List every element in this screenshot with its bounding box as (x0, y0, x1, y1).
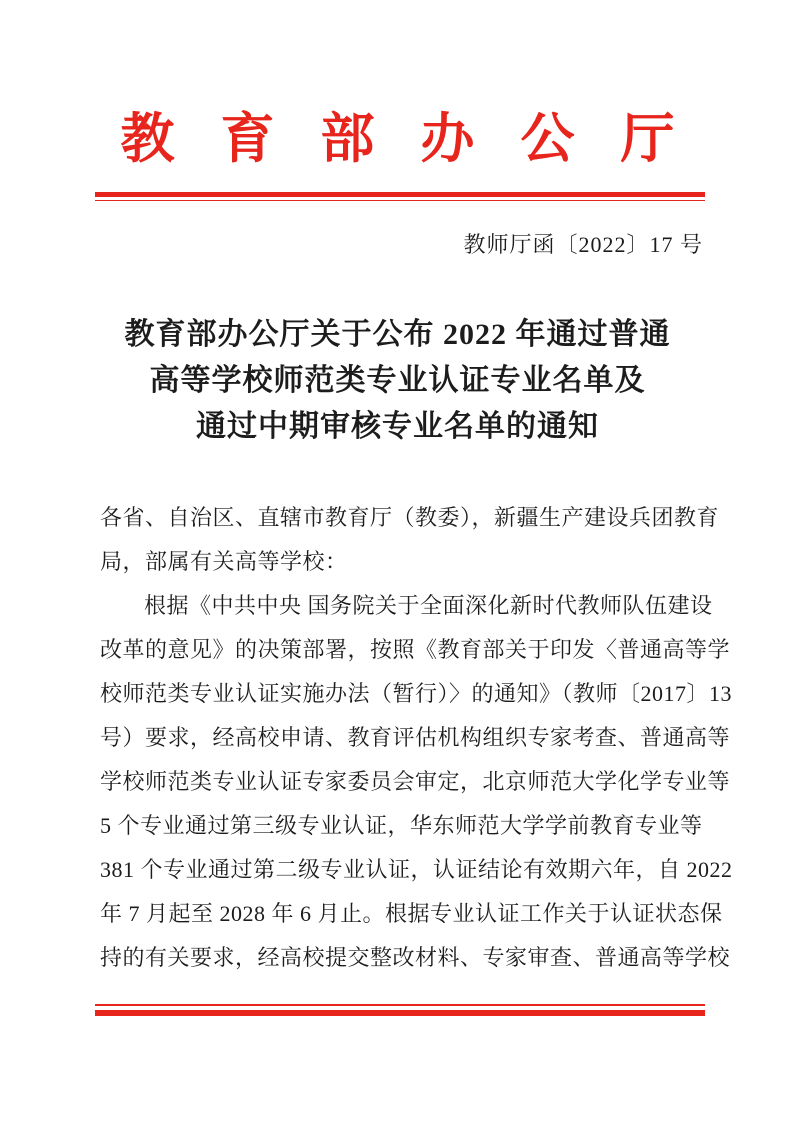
body-line: 校师范类专业认证实施办法（暂行）〉的通知》（教师〔2017〕13 (100, 681, 733, 706)
footer-rule-thin (95, 1004, 705, 1006)
body-line: 381 个专业通过第二级专业认证，认证结论有效期六年，自 2022 (100, 857, 733, 882)
body-line: 根据《中共中央 国务院关于全面深化新时代教师队伍建设 (144, 593, 713, 618)
header-rule (95, 192, 705, 201)
body-line: 改革的意见》的决策部署，按照《教育部关于印发〈普通高等学 (100, 637, 731, 662)
notice-title-line-2: 高等学校师范类专业认证专业名单及 (149, 364, 646, 397)
notice-title (0, 312, 795, 450)
footer-rule-thick (95, 1010, 705, 1016)
body-line: 5 个专业通过第三级专业认证，华东师范大学学前教育专业等 (100, 813, 703, 838)
document-number: 教师厅函〔2022〕17 号 (463, 232, 703, 257)
body-line: 年 7 月起至 2028 年 6 月止。根据专业认证工作关于认证状态保 (100, 901, 723, 926)
letterhead-title: 教育部办公厅 (120, 109, 721, 169)
body-line: 各省、自治区、直辖市教育厅（教委），新疆生产建设兵团教育 (100, 505, 720, 530)
footer-rule (95, 1004, 705, 1016)
body-line: 学校师范类专业认证专家委员会审定，北京师范大学化学专业等 (100, 769, 731, 794)
notice-title-line-3: 通过中期审核专业名单的通知 (196, 410, 599, 443)
header-rule-thick (95, 192, 705, 197)
notice-body (100, 496, 733, 980)
body-line: 局，部属有关高等学校： (100, 549, 348, 574)
notice-title-line-1: 教育部办公厅关于公布 2022 年通过普通 (124, 318, 671, 351)
header-rule-thin (95, 200, 705, 201)
body-line: 号）要求，经高校申请、教育评估机构组织专家考查、普通高等 (100, 725, 731, 750)
body-line: 持的有关要求，经高校提交整改材料、专家审查、普通高等学校 (100, 945, 731, 970)
